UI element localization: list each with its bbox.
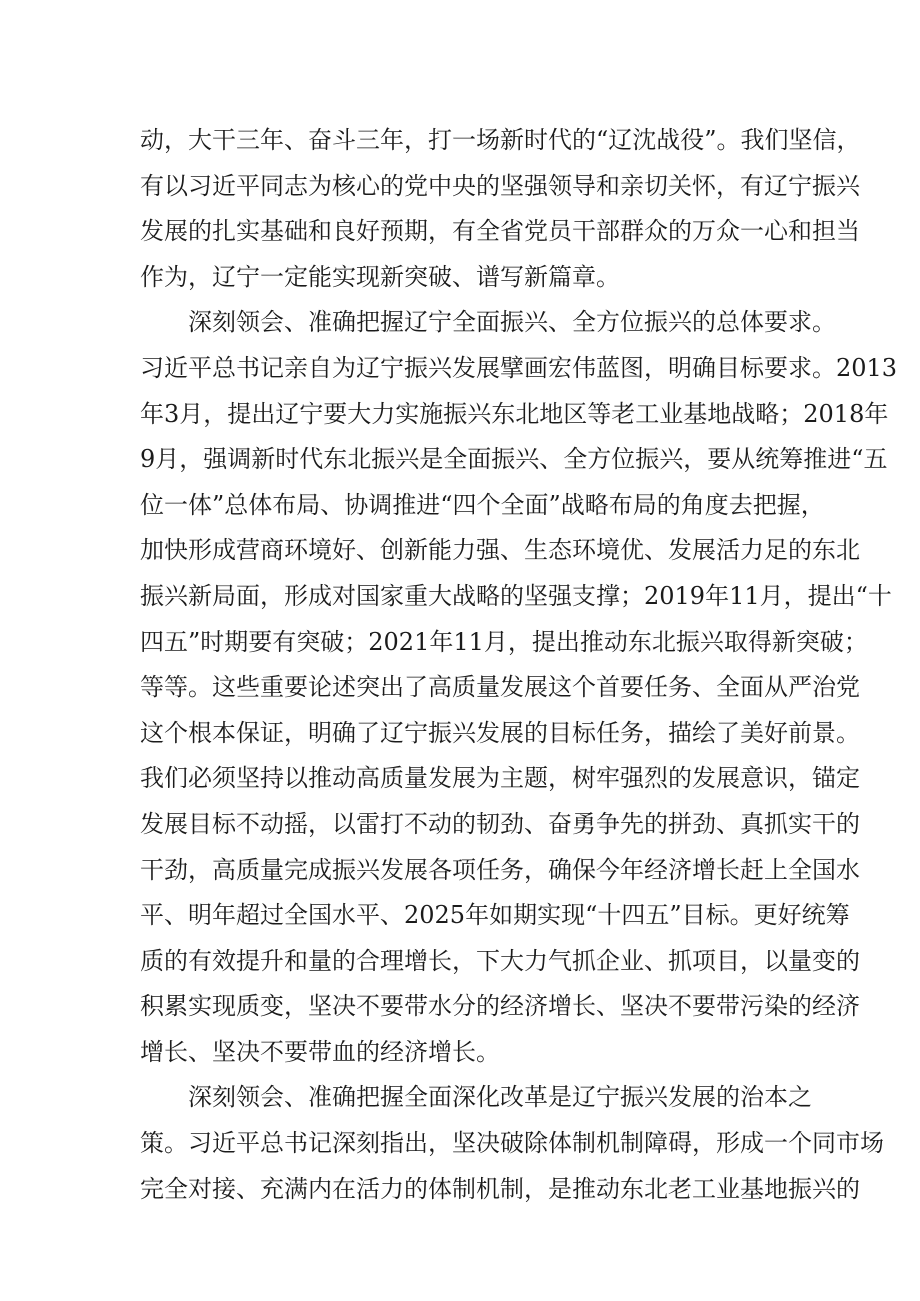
text-line: 积累实现质变，坚决不要带水分的经济增长、坚决不要带污染的经济 — [140, 992, 860, 1021]
text-line: 9月，强调新时代东北振兴是全面振兴、全方位振兴，要从统筹推进“五 — [140, 445, 888, 474]
text-line: 习近平总书记亲自为辽宁振兴发展擘画宏伟蓝图，明确目标要求。2013 — [140, 353, 898, 382]
text-line: 动，大干三年、奋斗三年，打一场新时代的“辽沈战役”。我们坚信， — [140, 126, 861, 154]
text-line: 四五”时期要有突破；2021年11月，提出推动东北振兴取得新突破； — [140, 627, 868, 656]
text-line: 增长、坚决不要带血的经济增长。 — [140, 1037, 500, 1066]
text-line: 干劲，高质量完成振兴发展各项任务，确保今年经济增长赶上全国水 — [140, 855, 860, 884]
text-line: 年3月，提出辽宁要大力实施振兴东北地区等老工业基地战略；2018年 — [140, 399, 889, 428]
text-line: 深刻领会、准确把握全面深化改革是辽宁振兴发展的治本之 — [188, 1083, 812, 1112]
text-line: 我们必须坚持以推动高质量发展为主题，树牢强烈的发展意识，锚定 — [140, 764, 860, 793]
text-line: 发展目标不动摇，以雷打不动的韧劲、奋勇争先的拼劲、真抓实干的 — [140, 809, 860, 838]
text-line: 平、明年超过全国水平、2025年如期实现“十四五”目标。更好统筹 — [140, 901, 850, 930]
paragraph-1 — [140, 118, 861, 300]
paragraph-2 — [140, 300, 898, 1075]
text-line: 加快形成营商环境好、创新能力强、生态环境优、发展活力足的东北 — [140, 536, 860, 565]
text-line: 发展的扎实基础和良好预期，有全省党员干部群众的万众一心和担当 — [140, 217, 860, 246]
text-line: 这个根本保证，明确了辽宁振兴发展的目标任务，描绘了美好前景。 — [140, 718, 860, 747]
text-line: 位一体”总体布局、协调推进“四个全面”战略布局的角度去把握， — [140, 490, 825, 519]
text-line: 作为，辽宁一定能实现新突破、谱写新篇章。 — [140, 262, 620, 291]
text-line: 等等。这些重要论述突出了高质量发展这个首要任务、全面从严治党 — [140, 673, 860, 702]
text-line: 振兴新局面，形成对国家重大战略的坚强支撑；2019年11月，提出“十 — [140, 581, 892, 610]
paragraph-3 — [140, 1075, 884, 1212]
text-line: 策。习近平总书记深刻指出，坚决破除体制机制障碍，形成一个同市场 — [140, 1129, 884, 1158]
document-body — [140, 118, 898, 1212]
text-line: 有以习近平同志为核心的党中央的坚强领导和亲切关怀，有辽宁振兴 — [140, 171, 860, 200]
text-line: 质的有效提升和量的合理增长，下大力气抓企业、抓项目，以量变的 — [140, 946, 860, 975]
text-line: 完全对接、充满内在活力的体制机制，是推动东北老工业基地振兴的 — [140, 1174, 860, 1203]
text-line: 深刻领会、准确把握辽宁全面振兴、全方位振兴的总体要求。 — [188, 308, 836, 337]
